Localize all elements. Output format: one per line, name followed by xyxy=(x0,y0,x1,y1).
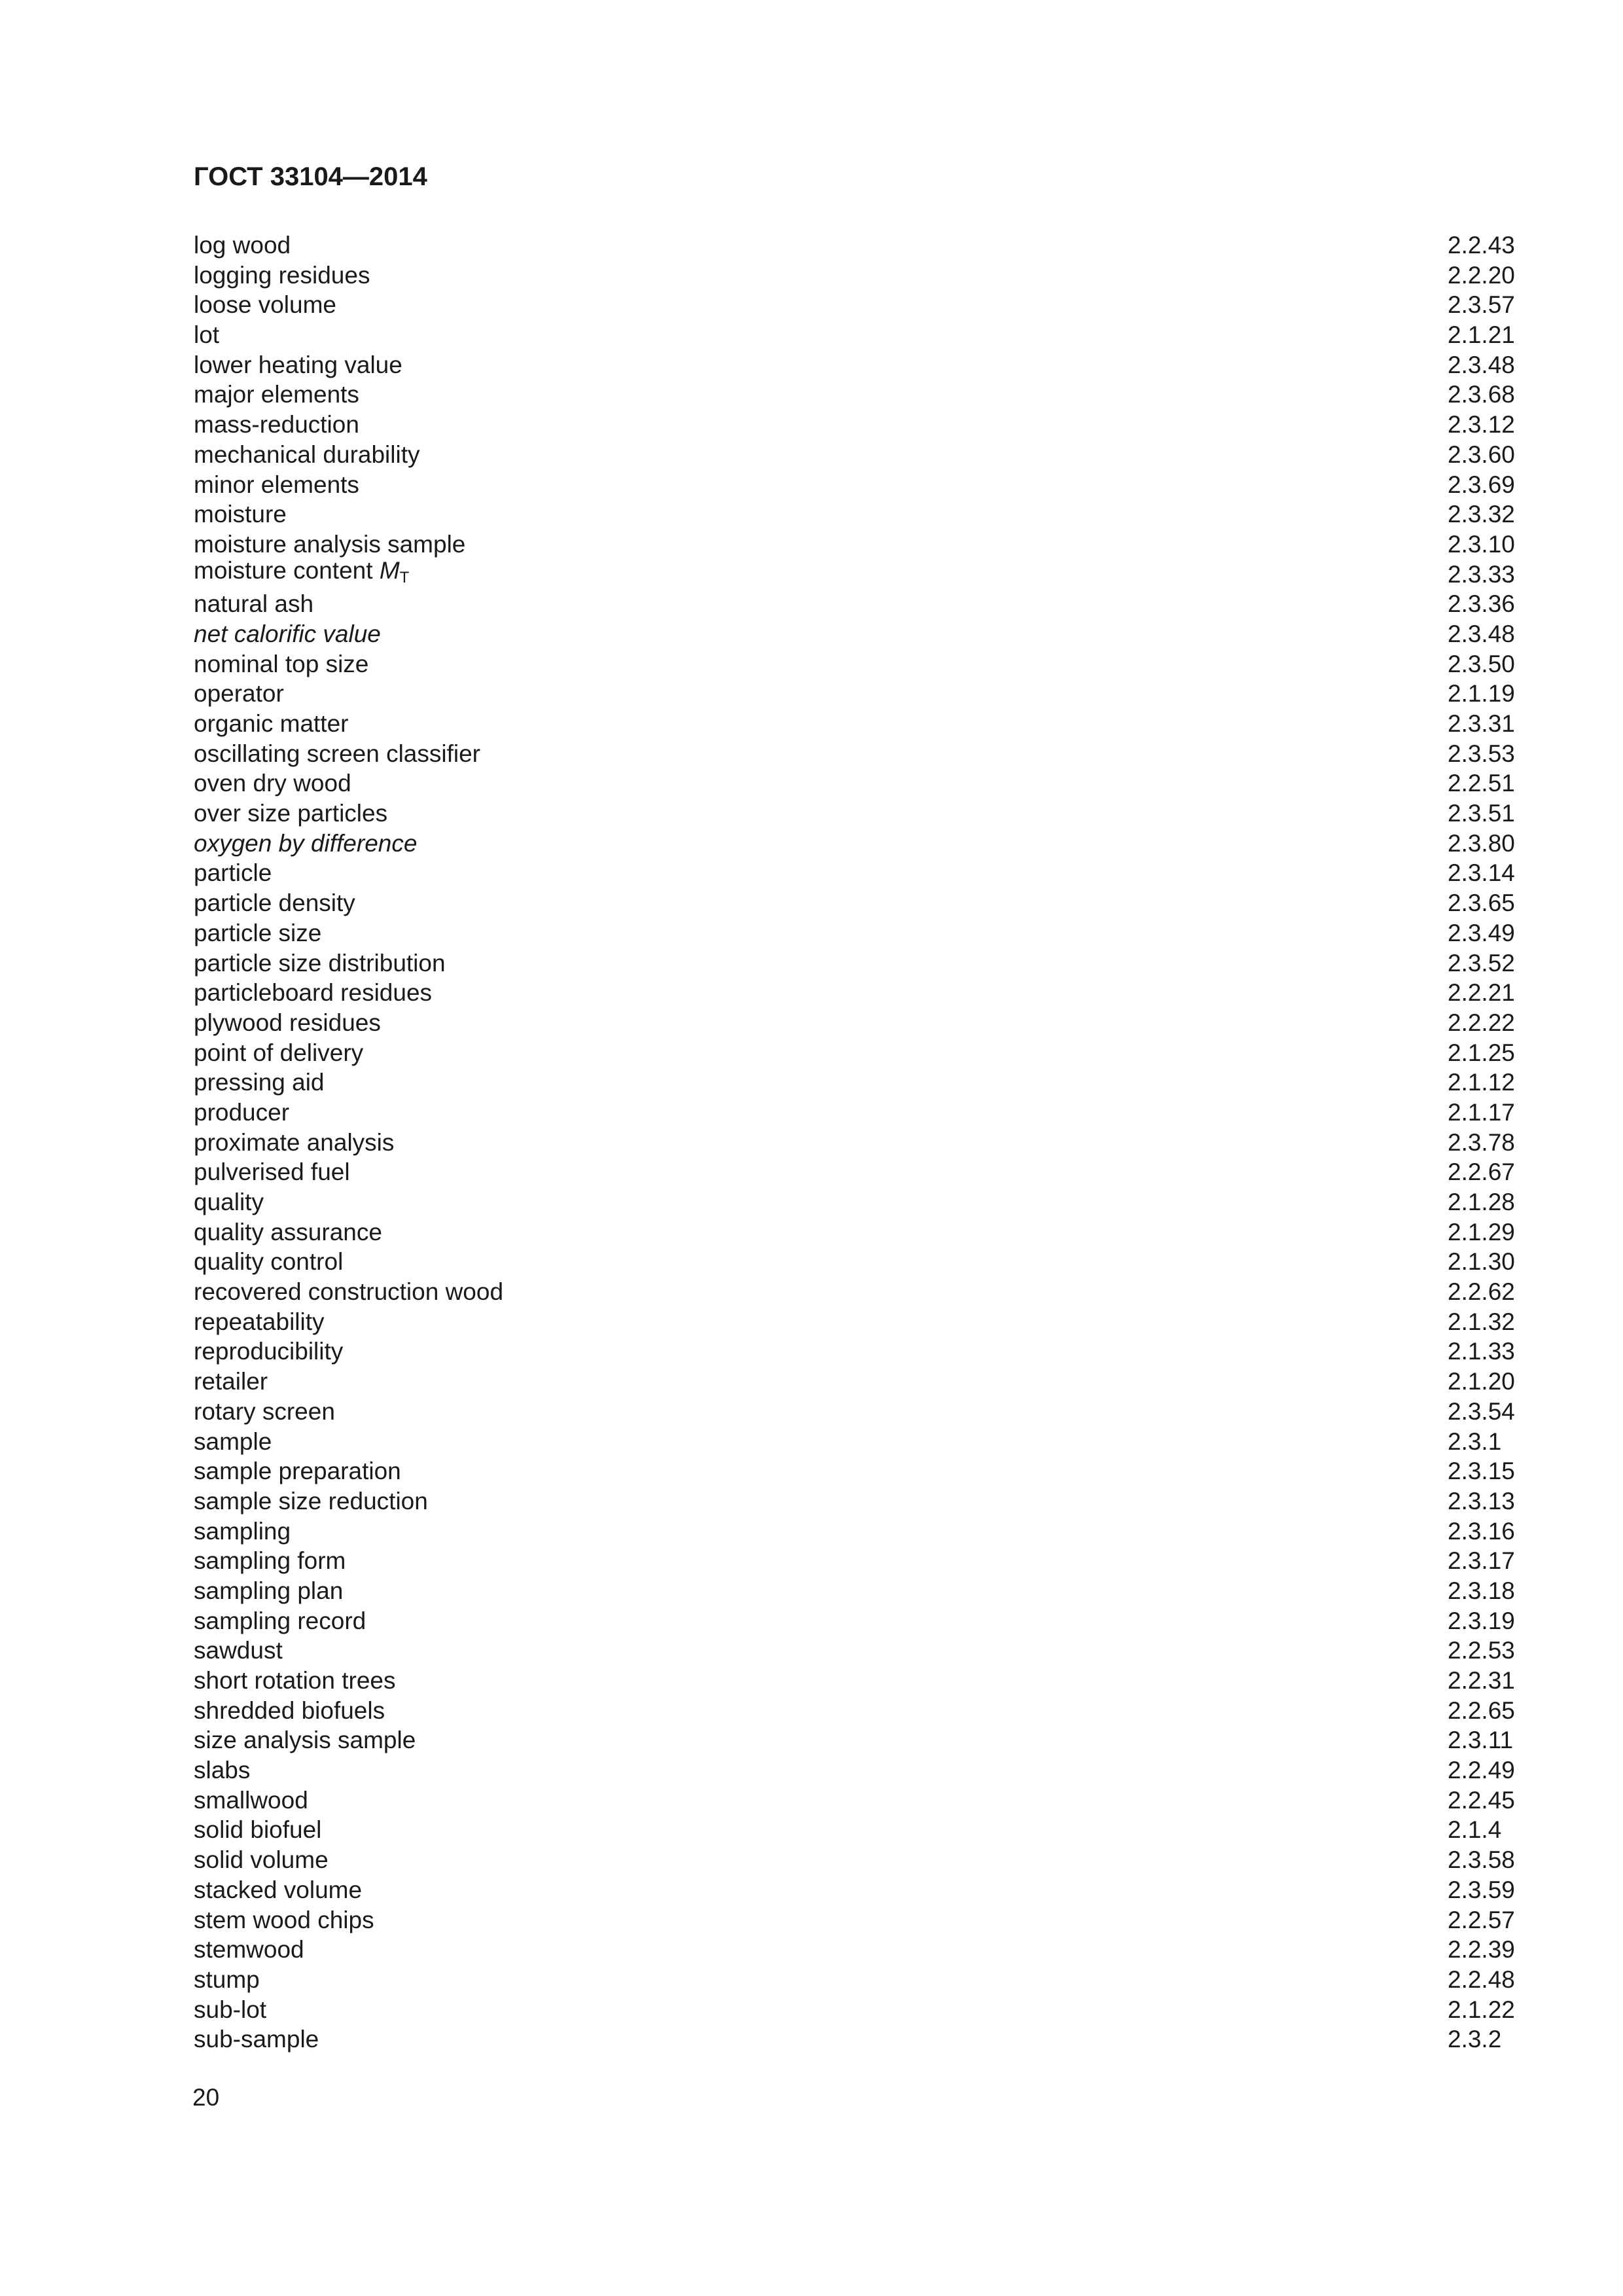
index-term-text: moisture content xyxy=(194,557,380,584)
index-term-text: short rotation trees xyxy=(194,1667,396,1694)
index-entry xyxy=(194,589,1518,619)
index-term xyxy=(194,1336,1448,1367)
index-entry xyxy=(194,1815,1518,1845)
index-entry xyxy=(194,709,1518,739)
index-reference: 2.3.80 xyxy=(1448,829,1515,857)
index-entry xyxy=(194,320,1518,350)
index-entry xyxy=(194,1067,1518,1098)
index-reference: 2.2.57 xyxy=(1448,1906,1515,1933)
index-term-text: sampling record xyxy=(194,1607,366,1634)
index-entry xyxy=(194,1845,1518,1875)
index-reference: 2.3.12 xyxy=(1448,411,1515,439)
index-term-text: sample xyxy=(194,1427,272,1455)
index-term-text: quality assurance xyxy=(194,1218,382,1246)
index-term-text: shredded biofuels xyxy=(194,1696,385,1724)
index-term-text: logging residues xyxy=(194,261,370,289)
index-term-text: particle size xyxy=(194,919,322,946)
index-term-text: moisture xyxy=(194,501,287,528)
index-entry xyxy=(194,290,1518,320)
index-term xyxy=(194,260,1448,291)
index-reference: 2.3.48 xyxy=(1448,620,1515,647)
index-term xyxy=(194,1666,1448,1696)
index-term-text: recovered construction wood xyxy=(194,1278,504,1306)
index-term xyxy=(194,798,1448,829)
index-term-text: smallwood xyxy=(194,1786,308,1814)
index-term xyxy=(194,709,1448,739)
index-reference: 2.3.18 xyxy=(1448,1577,1515,1604)
index-term xyxy=(194,1725,1448,1755)
index-reference: 2.3.13 xyxy=(1448,1487,1515,1515)
index-term xyxy=(194,1696,1448,1726)
index-term-text: slabs xyxy=(194,1757,251,1784)
index-reference: 2.1.32 xyxy=(1448,1308,1515,1335)
index-entry xyxy=(194,1725,1518,1755)
index-term-text: size analysis sample xyxy=(194,1727,416,1754)
index-term xyxy=(194,1187,1448,1217)
index-term-text: sampling form xyxy=(194,1547,346,1575)
index-reference: 2.1.20 xyxy=(1448,1368,1515,1395)
index-term-text: natural ash xyxy=(194,590,314,618)
index-entry xyxy=(194,619,1518,649)
index-entry xyxy=(194,1367,1518,1397)
index-term-text: plywood residues xyxy=(194,1009,381,1036)
index-term xyxy=(194,1098,1448,1128)
index-term-text: particle density xyxy=(194,889,355,917)
index-term xyxy=(194,470,1448,500)
index-entry xyxy=(194,1336,1518,1367)
index-term xyxy=(194,1038,1448,1068)
index-entry xyxy=(194,2024,1518,2054)
index-term-text: quality xyxy=(194,1189,264,1215)
index-term-text: lot xyxy=(194,321,220,349)
index-term xyxy=(194,1128,1448,1158)
index-entry xyxy=(194,798,1518,829)
index-term xyxy=(194,499,1448,529)
index-term xyxy=(194,918,1448,948)
index-reference: 2.2.49 xyxy=(1448,1757,1515,1784)
index-term xyxy=(194,768,1448,798)
index-entry xyxy=(194,1217,1518,1247)
index-term xyxy=(194,679,1448,709)
index-entry xyxy=(194,1427,1518,1457)
index-term xyxy=(194,320,1448,350)
index-reference: 2.2.51 xyxy=(1448,770,1515,797)
index-term xyxy=(194,829,1448,859)
index-entry xyxy=(194,739,1518,769)
index-entry xyxy=(194,1905,1518,1935)
index-term xyxy=(194,1427,1448,1457)
index-reference: 2.1.21 xyxy=(1448,321,1515,349)
index-entry xyxy=(194,1666,1518,1696)
index-reference: 2.1.30 xyxy=(1448,1248,1515,1276)
index-reference: 2.3.57 xyxy=(1448,291,1515,319)
index-term-text: stemwood xyxy=(194,1936,304,1964)
index-term xyxy=(194,290,1448,320)
index-reference: 2.1.4 xyxy=(1448,1816,1502,1844)
index-term xyxy=(194,978,1448,1008)
index-term xyxy=(194,1157,1448,1187)
index-reference: 2.3.59 xyxy=(1448,1876,1515,1903)
index-term-text: nominal top size xyxy=(194,650,369,677)
index-term-text: stump xyxy=(194,1965,260,1993)
index-reference: 2.2.53 xyxy=(1448,1637,1515,1664)
index-reference: 2.3.58 xyxy=(1448,1846,1515,1874)
index-entry xyxy=(194,1696,1518,1726)
index-term-text: mechanical durability xyxy=(194,440,420,468)
index-entry xyxy=(194,1785,1518,1816)
index-entry xyxy=(194,649,1518,679)
index-reference: 2.1.19 xyxy=(1448,680,1515,708)
index-entry xyxy=(194,1008,1518,1038)
index-reference: 2.3.52 xyxy=(1448,949,1515,977)
index-reference: 2.3.16 xyxy=(1448,1517,1515,1545)
index-term xyxy=(194,2024,1448,2054)
index-entry xyxy=(194,1636,1518,1666)
index-term xyxy=(194,1307,1448,1337)
index-term xyxy=(194,1815,1448,1845)
index-reference: 2.2.48 xyxy=(1448,1965,1515,1993)
index-term-text: point of delivery xyxy=(194,1039,364,1066)
index-term-text: sub-lot xyxy=(194,1996,267,2023)
index-term-text: particle xyxy=(194,859,272,887)
index-term-text: quality control xyxy=(194,1248,344,1276)
index-reference: 2.2.43 xyxy=(1448,232,1515,259)
index-term-text: stacked volume xyxy=(194,1876,363,1903)
index-term xyxy=(194,1456,1448,1486)
index-term xyxy=(194,1247,1448,1277)
index-reference: 2.1.28 xyxy=(1448,1189,1515,1215)
index-reference: 2.3.60 xyxy=(1448,440,1515,468)
index-reference: 2.3.1 xyxy=(1448,1427,1502,1455)
index-term xyxy=(194,739,1448,769)
index-term-text: sampling xyxy=(194,1517,291,1545)
index-term-text: retailer xyxy=(194,1368,268,1395)
index-entry xyxy=(194,1247,1518,1277)
index-entry xyxy=(194,978,1518,1008)
document-header: ГОСТ 33104—2014 xyxy=(194,162,427,191)
index-term-text: moisture analysis sample xyxy=(194,530,466,558)
index-reference: 2.1.17 xyxy=(1448,1098,1515,1126)
index-term xyxy=(194,1486,1448,1516)
index-term xyxy=(194,1785,1448,1816)
index-reference: 2.2.39 xyxy=(1448,1936,1515,1964)
index-term xyxy=(194,1516,1448,1547)
index-term xyxy=(194,1277,1448,1307)
index-term xyxy=(194,858,1448,888)
index-term xyxy=(194,1636,1448,1666)
index-reference: 2.3.10 xyxy=(1448,530,1515,558)
index-entry xyxy=(194,1187,1518,1217)
index-term-text: solid volume xyxy=(194,1846,329,1874)
index-entry xyxy=(194,1397,1518,1427)
index-entry xyxy=(194,1965,1518,1995)
index-term xyxy=(194,1008,1448,1038)
index-term-text: sampling plan xyxy=(194,1577,344,1604)
index-entry xyxy=(194,1606,1518,1636)
index-term xyxy=(194,888,1448,918)
index-entry xyxy=(194,1546,1518,1576)
index-term xyxy=(194,529,1448,560)
index-reference: 2.1.25 xyxy=(1448,1039,1515,1066)
index-term-text: loose volume xyxy=(194,291,337,319)
index-term xyxy=(194,1845,1448,1875)
index-reference: 2.3.50 xyxy=(1448,650,1515,677)
index-entry xyxy=(194,230,1518,260)
index-term-text: pulverised fuel xyxy=(194,1158,350,1186)
index-entry xyxy=(194,410,1518,440)
index-entry xyxy=(194,350,1518,380)
index-reference: 2.3.48 xyxy=(1448,351,1515,378)
index-entry xyxy=(194,470,1518,500)
index-term-text: sample size reduction xyxy=(194,1487,428,1515)
index-term-text: sawdust xyxy=(194,1637,283,1664)
index-term xyxy=(194,1755,1448,1785)
index-reference: 2.2.31 xyxy=(1448,1667,1515,1694)
index-entry xyxy=(194,1935,1518,1965)
index-reference: 2.3.2 xyxy=(1448,2026,1502,2053)
index-term-text: sub-sample xyxy=(194,2026,319,2053)
index-entry xyxy=(194,679,1518,709)
index-term xyxy=(194,1397,1448,1427)
index-term xyxy=(194,1217,1448,1247)
index-term-symbol: M xyxy=(379,557,400,584)
index-term xyxy=(194,649,1448,679)
index-entry xyxy=(194,1875,1518,1905)
index-entry xyxy=(194,1456,1518,1486)
index-term-text: rotary screen xyxy=(194,1397,335,1425)
index-reference: 2.2.45 xyxy=(1448,1786,1515,1814)
index-entry xyxy=(194,1038,1518,1068)
index-entry xyxy=(194,440,1518,470)
index-term xyxy=(194,1606,1448,1636)
index-reference: 2.2.62 xyxy=(1448,1278,1515,1306)
index-entry xyxy=(194,557,1518,590)
index-reference: 2.3.36 xyxy=(1448,590,1515,618)
index-reference: 2.2.22 xyxy=(1448,1009,1515,1036)
index-term xyxy=(194,1995,1448,2025)
index-reference: 2.3.17 xyxy=(1448,1547,1515,1575)
index-reference: 2.3.49 xyxy=(1448,919,1515,946)
index-entry xyxy=(194,1755,1518,1785)
index-entry xyxy=(194,829,1518,859)
index-term-text: mass-reduction xyxy=(194,411,359,439)
index-entry xyxy=(194,1098,1518,1128)
page-number: 20 xyxy=(192,2084,220,2111)
index-reference: 2.2.65 xyxy=(1448,1696,1515,1724)
index-term-text: major elements xyxy=(194,381,359,408)
index-term-text: over size particles xyxy=(194,800,388,827)
index-term-subscript: T xyxy=(399,569,410,587)
index-reference: 2.3.54 xyxy=(1448,1397,1515,1425)
index-term xyxy=(194,1367,1448,1397)
index-reference: 2.3.15 xyxy=(1448,1458,1515,1485)
index-reference: 2.1.12 xyxy=(1448,1069,1515,1096)
index-term-text: pressing aid xyxy=(194,1069,325,1096)
index-term xyxy=(194,230,1448,260)
index-term-text: particleboard residues xyxy=(194,979,433,1007)
index-entry xyxy=(194,380,1518,410)
index-term-text: producer xyxy=(194,1098,290,1126)
index-term-text: proximate analysis xyxy=(194,1128,395,1156)
index-term-text: reproducibility xyxy=(194,1338,344,1365)
index-reference: 2.1.33 xyxy=(1448,1338,1515,1365)
index-reference: 2.3.65 xyxy=(1448,889,1515,917)
index-reference: 2.3.11 xyxy=(1448,1727,1514,1754)
index-term-text: solid biofuel xyxy=(194,1816,322,1844)
index-term-text: log wood xyxy=(194,232,291,259)
index-term-text: minor elements xyxy=(194,471,359,498)
index-term xyxy=(194,380,1448,410)
index-term xyxy=(194,1965,1448,1995)
index-term xyxy=(194,1067,1448,1098)
index-reference: 2.1.22 xyxy=(1448,1996,1515,2023)
index-term-text: particle size distribution xyxy=(194,949,446,977)
index-reference: 2.3.68 xyxy=(1448,381,1515,408)
index-term xyxy=(194,1546,1448,1576)
index-reference: 2.3.14 xyxy=(1448,859,1515,887)
index-reference: 2.2.67 xyxy=(1448,1158,1515,1186)
index-entry xyxy=(194,858,1518,888)
index-entry xyxy=(194,1486,1518,1516)
index-reference: 2.3.53 xyxy=(1448,740,1515,767)
index-term-text: oxygen by difference xyxy=(194,829,418,857)
index-term xyxy=(194,556,1448,593)
index-reference: 2.3.69 xyxy=(1448,471,1515,498)
index-entry xyxy=(194,1307,1518,1337)
index-reference: 2.2.21 xyxy=(1448,979,1515,1007)
index-term-text: operator xyxy=(194,680,284,708)
index-term xyxy=(194,440,1448,470)
index-term-text: lower heating value xyxy=(194,351,402,378)
index-entry xyxy=(194,918,1518,948)
index-term xyxy=(194,1576,1448,1606)
index-reference: 2.3.31 xyxy=(1448,710,1515,737)
index-entry xyxy=(194,260,1518,291)
index-entry xyxy=(194,948,1518,978)
index-term xyxy=(194,1875,1448,1905)
index-reference: 2.3.33 xyxy=(1448,560,1515,588)
index-term xyxy=(194,948,1448,978)
index-entry xyxy=(194,1277,1518,1307)
index-reference: 2.3.32 xyxy=(1448,501,1515,528)
index-entry xyxy=(194,1128,1518,1158)
index-entry xyxy=(194,888,1518,918)
term-index-list xyxy=(194,230,1518,2054)
index-term-text: net calorific value xyxy=(194,620,381,647)
index-term-text: sample preparation xyxy=(194,1458,401,1485)
index-term-text: repeatability xyxy=(194,1308,325,1335)
index-entry xyxy=(194,1516,1518,1547)
index-entry xyxy=(194,1157,1518,1187)
index-term-text: stem wood chips xyxy=(194,1906,374,1933)
index-entry xyxy=(194,1576,1518,1606)
index-term-text: oscillating screen classifier xyxy=(194,740,481,767)
index-reference: 2.2.20 xyxy=(1448,261,1515,289)
index-reference: 2.3.19 xyxy=(1448,1607,1515,1634)
index-entry xyxy=(194,529,1518,560)
index-term-text: organic matter xyxy=(194,710,349,737)
index-term xyxy=(194,410,1448,440)
index-term xyxy=(194,619,1448,649)
index-term xyxy=(194,1905,1448,1935)
index-term xyxy=(194,589,1448,619)
index-reference: 2.3.51 xyxy=(1448,800,1515,827)
index-term xyxy=(194,1935,1448,1965)
index-term-text: oven dry wood xyxy=(194,770,351,797)
index-reference: 2.1.29 xyxy=(1448,1218,1515,1246)
index-entry xyxy=(194,768,1518,798)
index-term xyxy=(194,350,1448,380)
index-entry xyxy=(194,1995,1518,2025)
index-entry xyxy=(194,499,1518,529)
index-reference: 2.3.78 xyxy=(1448,1128,1515,1156)
